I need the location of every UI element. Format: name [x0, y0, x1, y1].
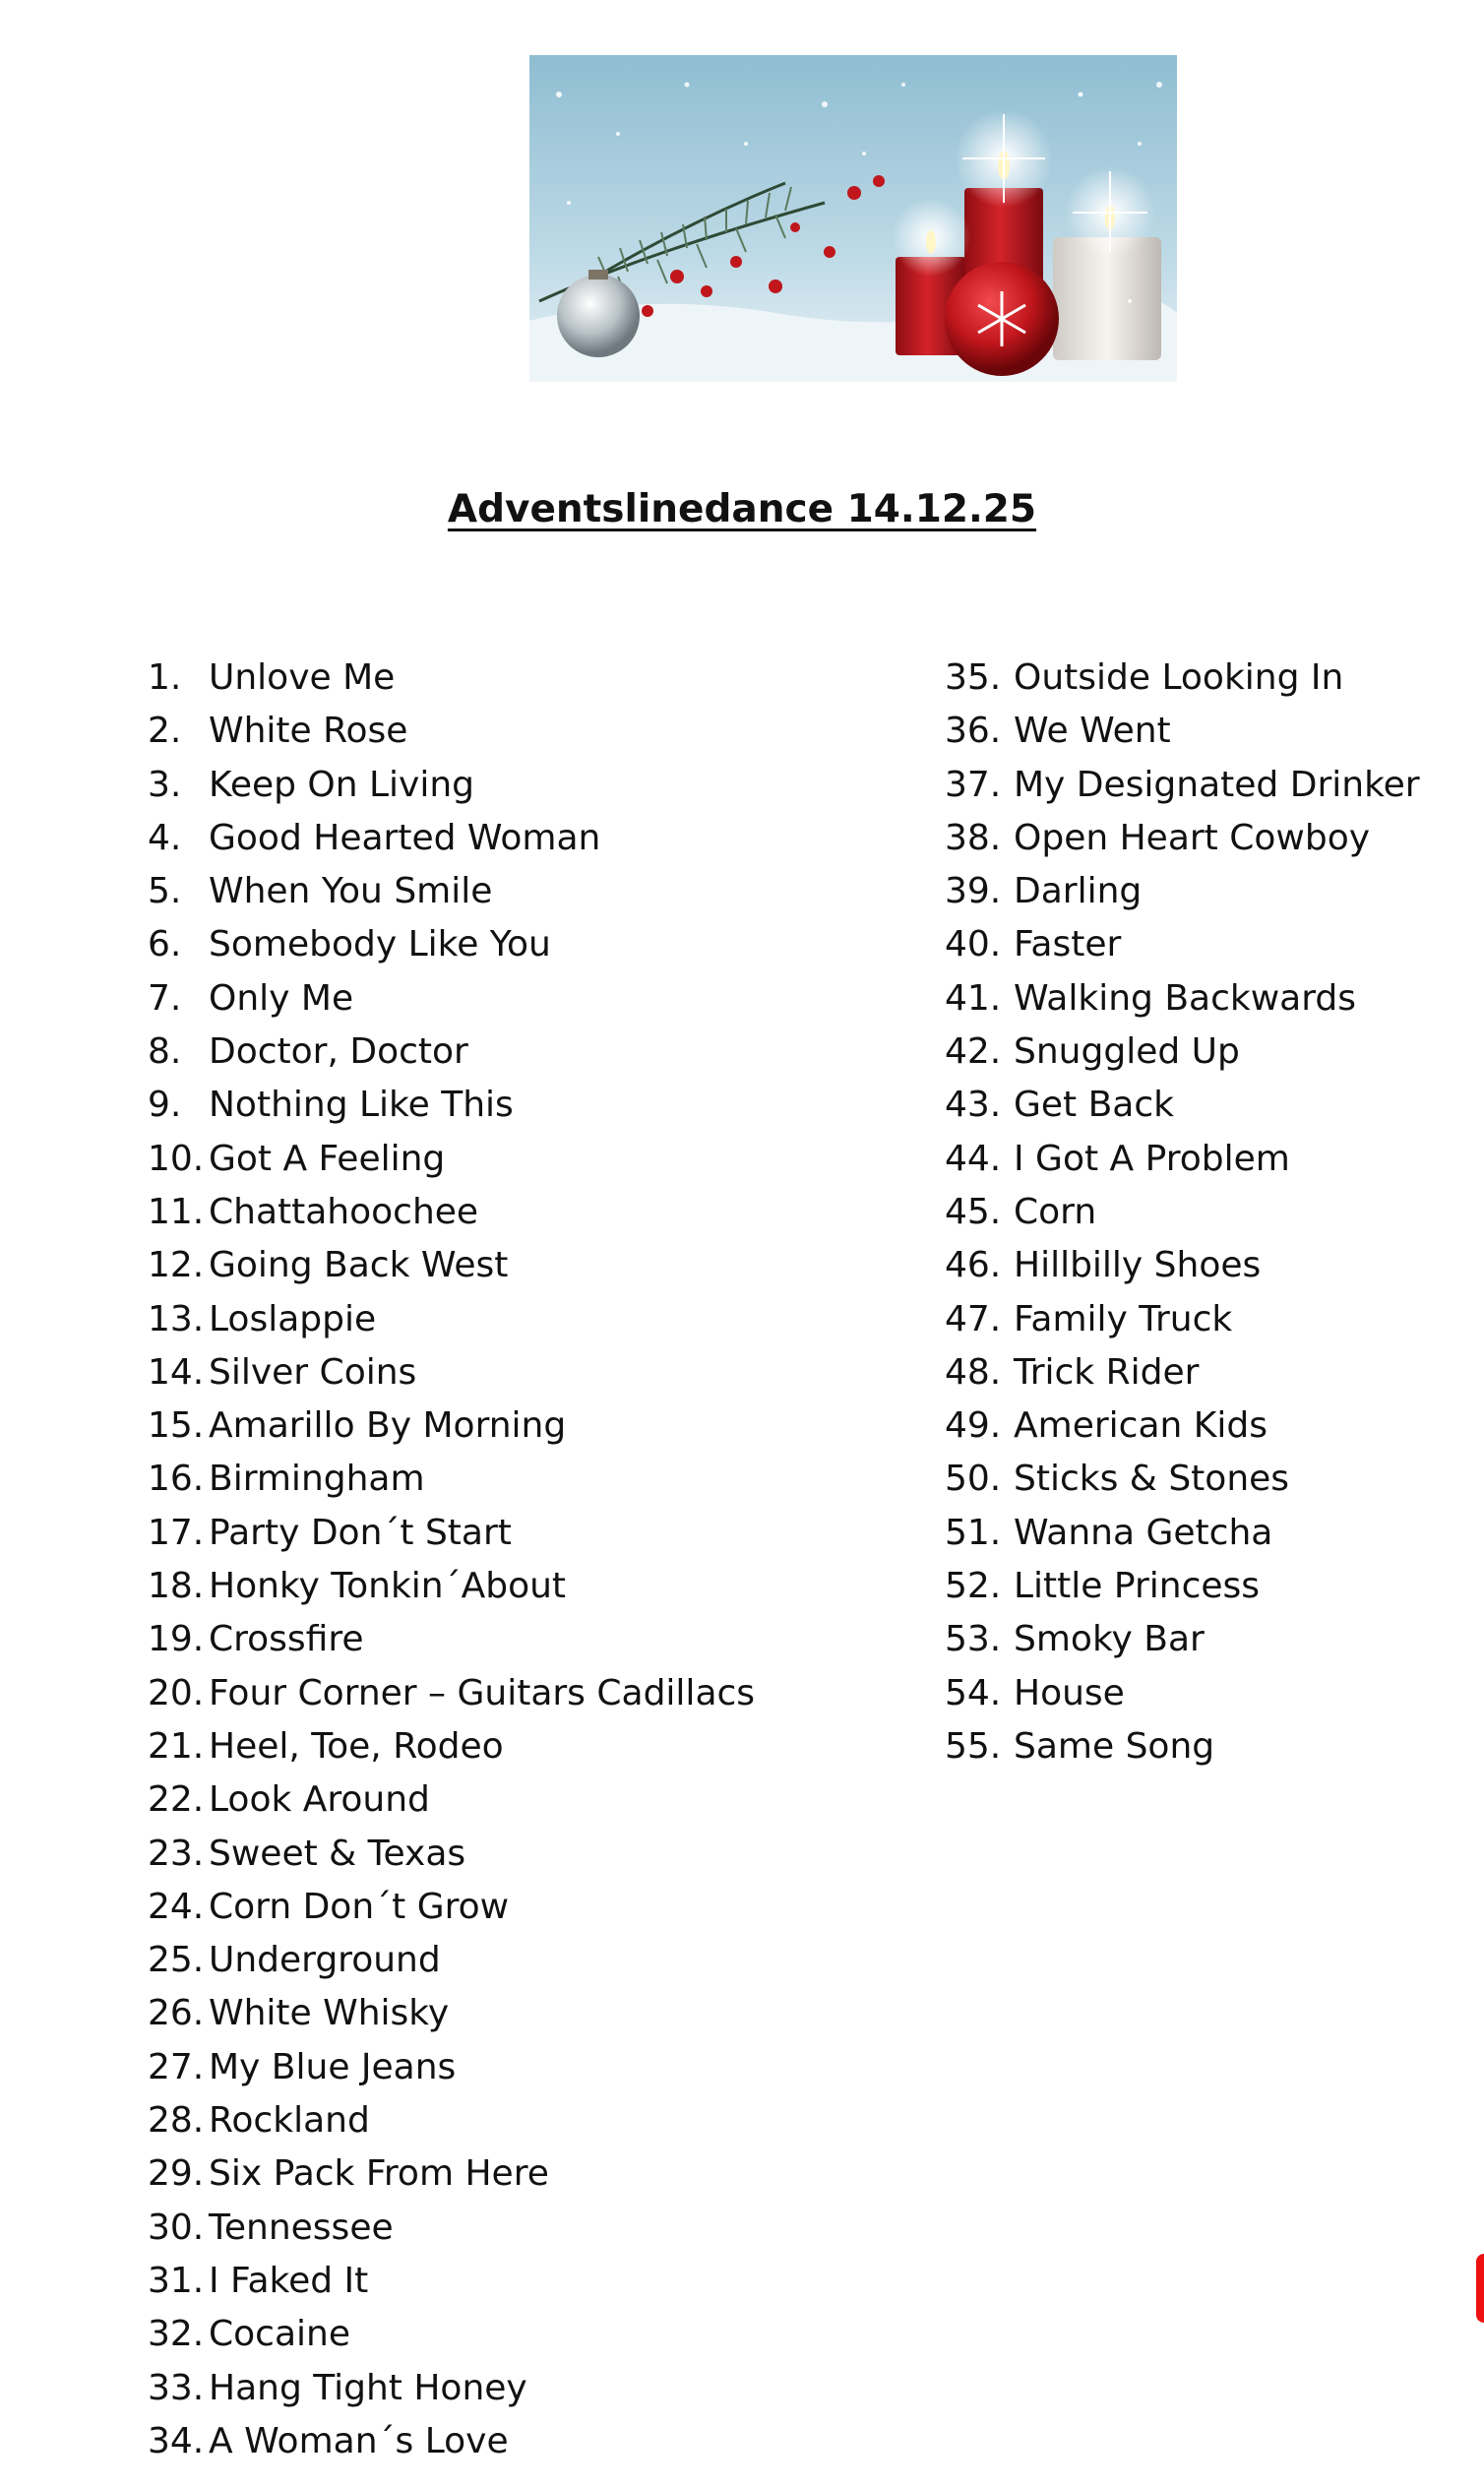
song-number: 54. [945, 1672, 1002, 1713]
song-title: Corn Don´t Grow [209, 1886, 510, 1927]
song-item [945, 1079, 1420, 1132]
song-item [148, 1079, 755, 1132]
song-number: 26. [148, 1993, 205, 2034]
song-title: Wanna Getcha [1014, 1512, 1273, 1553]
song-item [945, 865, 1420, 918]
song-number: 17. [148, 1512, 205, 1553]
song-item [148, 1346, 755, 1400]
song-number: 42. [945, 1031, 1002, 1073]
song-item [148, 1453, 755, 1506]
song-title: White Rose [209, 711, 408, 752]
song-item [945, 1507, 1420, 1560]
song-item [148, 972, 755, 1026]
song-number: 51. [945, 1512, 1002, 1553]
song-item [945, 1346, 1420, 1400]
song-item [945, 705, 1420, 758]
song-item [945, 1453, 1420, 1506]
song-number: 19. [148, 1619, 205, 1660]
song-number: 8. [148, 1031, 182, 1073]
song-item [148, 1026, 755, 1079]
song-title: Only Me [209, 977, 354, 1019]
song-list-left [148, 652, 755, 2468]
song-item [148, 1987, 755, 2040]
song-number: 35. [945, 657, 1002, 698]
song-number: 34. [148, 2420, 205, 2461]
song-title: Hillbilly Shoes [1014, 1245, 1262, 1286]
song-item [945, 1560, 1420, 1613]
song-item [148, 1560, 755, 1613]
song-number: 10. [148, 1138, 205, 1179]
song-title: Sticks & Stones [1014, 1459, 1290, 1500]
song-item [945, 1293, 1420, 1346]
song-number: 30. [148, 2207, 205, 2248]
song-title: Silver Coins [209, 1351, 417, 1393]
song-title: Snuggled Up [1014, 1031, 1240, 1073]
song-title: Doctor, Doctor [209, 1031, 468, 1073]
song-title: Outside Looking In [1014, 657, 1344, 698]
song-number: 1. [148, 657, 182, 698]
song-number: 43. [945, 1085, 1002, 1126]
song-list-right [945, 652, 1420, 1773]
song-item [945, 1667, 1420, 1720]
song-title: Honky Tonkin´About [209, 1566, 567, 1607]
song-title: Good Hearted Woman [209, 817, 601, 858]
song-title: Loslappie [209, 1298, 377, 1339]
song-number: 24. [148, 1886, 205, 1927]
song-item [945, 1026, 1420, 1079]
song-number: 12. [148, 1245, 205, 1286]
song-title: American Kids [1014, 1405, 1268, 1447]
song-item [148, 1773, 755, 1827]
song-item [148, 865, 755, 918]
song-item [148, 1881, 755, 1934]
song-number: 40. [945, 924, 1002, 965]
song-number: 6. [148, 924, 182, 965]
song-item [148, 2255, 755, 2308]
song-title: Family Truck [1014, 1298, 1233, 1339]
song-title: Chattahoochee [209, 1191, 479, 1232]
song-number: 28. [148, 2100, 205, 2142]
song-title: Walking Backwards [1014, 977, 1356, 1019]
song-title: I Got A Problem [1014, 1138, 1290, 1179]
song-title: My Designated Drinker [1014, 764, 1420, 805]
candles-illustration [529, 55, 1177, 382]
song-item [945, 1133, 1420, 1186]
song-title: Darling [1014, 871, 1143, 912]
song-title: Heel, Toe, Rodeo [209, 1725, 504, 1767]
song-title: My Blue Jeans [209, 2046, 457, 2087]
song-item [148, 1133, 755, 1186]
song-number: 29. [148, 2153, 205, 2195]
song-number: 46. [945, 1245, 1002, 1286]
song-number: 55. [945, 1725, 1002, 1767]
song-number: 20. [148, 1672, 205, 1713]
song-item [945, 1186, 1420, 1239]
song-item [945, 1720, 1420, 1773]
song-title: Keep On Living [209, 764, 475, 805]
song-item [148, 652, 755, 705]
song-title: Faster [1014, 924, 1122, 965]
song-item [148, 2415, 755, 2468]
song-title: A Woman´s Love [209, 2420, 509, 2461]
song-item [148, 1507, 755, 1560]
song-number: 13. [148, 1298, 205, 1339]
song-item [148, 2362, 755, 2415]
song-item [945, 1400, 1420, 1453]
song-number: 48. [945, 1351, 1002, 1393]
song-number: 5. [148, 871, 182, 912]
song-number: 45. [945, 1191, 1002, 1232]
song-number: 4. [148, 817, 182, 858]
song-item [148, 812, 755, 865]
song-item [148, 2308, 755, 2361]
song-title: Open Heart Cowboy [1014, 817, 1371, 858]
song-number: 36. [945, 711, 1002, 752]
song-item [148, 1934, 755, 1987]
song-number: 18. [148, 1566, 205, 1607]
song-number: 2. [148, 711, 182, 752]
christmas-candles-image [529, 55, 1177, 382]
song-title: Trick Rider [1014, 1351, 1200, 1393]
song-number: 32. [148, 2314, 205, 2355]
song-title: Nothing Like This [209, 1085, 514, 1126]
song-title: Crossfire [209, 1619, 364, 1660]
song-item [148, 1613, 755, 1666]
song-title: Amarillo By Morning [209, 1405, 567, 1447]
song-title: House [1014, 1672, 1125, 1713]
song-number: 49. [945, 1405, 1002, 1447]
song-title: Smoky Bar [1014, 1619, 1205, 1660]
song-title: Somebody Like You [209, 924, 551, 965]
song-number: 38. [945, 817, 1002, 858]
song-number: 41. [945, 977, 1002, 1019]
song-item [945, 759, 1420, 812]
song-item [945, 1239, 1420, 1292]
song-number: 39. [945, 871, 1002, 912]
song-item [148, 1186, 755, 1239]
song-title: Get Back [1014, 1085, 1175, 1126]
song-item [148, 1828, 755, 1881]
song-number: 50. [945, 1459, 1002, 1500]
song-number: 44. [945, 1138, 1002, 1179]
song-item [148, 1400, 755, 1453]
song-item [148, 1293, 755, 1346]
song-number: 15. [148, 1405, 205, 1447]
song-title: Birmingham [209, 1459, 425, 1500]
song-number: 7. [148, 977, 182, 1019]
song-number: 53. [945, 1619, 1002, 1660]
song-number: 25. [148, 1940, 205, 1981]
song-item [148, 1720, 755, 1773]
song-title: Unlove Me [209, 657, 396, 698]
song-item [148, 759, 755, 812]
song-number: 31. [148, 2260, 205, 2301]
song-title: We Went [1014, 711, 1171, 752]
song-number: 21. [148, 1725, 205, 1767]
song-number: 47. [945, 1298, 1002, 1339]
song-title: White Whisky [209, 1993, 450, 2034]
song-number: 9. [148, 1085, 182, 1126]
song-number: 52. [945, 1566, 1002, 1607]
song-number: 33. [148, 2367, 205, 2408]
song-item [148, 2147, 755, 2201]
song-item [148, 2094, 755, 2147]
song-item [148, 2202, 755, 2255]
page-title: Adventslinedance 14.12.25 [447, 487, 1037, 531]
song-title: Got A Feeling [209, 1138, 446, 1179]
song-title: Going Back West [209, 1245, 509, 1286]
song-number: 37. [945, 764, 1002, 805]
song-item [945, 652, 1420, 705]
song-number: 22. [148, 1779, 205, 1821]
song-title: Look Around [209, 1779, 430, 1821]
song-title: Sweet & Texas [209, 1833, 466, 1874]
song-title: Rockland [209, 2100, 370, 2142]
edge-mark [1476, 2254, 1484, 2323]
song-item [945, 812, 1420, 865]
song-title: Same Song [1014, 1725, 1215, 1767]
song-item [945, 918, 1420, 971]
song-title: Underground [209, 1940, 441, 1981]
song-item [148, 1667, 755, 1720]
song-item [148, 918, 755, 971]
song-number: 11. [148, 1191, 205, 1232]
song-title: Six Pack From Here [209, 2153, 549, 2195]
song-item [945, 972, 1420, 1026]
song-item [148, 1239, 755, 1292]
song-title: When You Smile [209, 871, 493, 912]
song-item [148, 2041, 755, 2094]
song-title: Four Corner – Guitars Cadillacs [209, 1672, 756, 1713]
song-number: 23. [148, 1833, 205, 1874]
song-title: Little Princess [1014, 1566, 1261, 1607]
song-number: 3. [148, 764, 182, 805]
song-number: 27. [148, 2046, 205, 2087]
song-title: Cocaine [209, 2314, 350, 2355]
song-item [148, 705, 755, 758]
song-title: Hang Tight Honey [209, 2367, 527, 2408]
song-number: 16. [148, 1459, 205, 1500]
song-title: Corn [1014, 1191, 1097, 1232]
song-title: Party Don´t Start [209, 1512, 512, 1553]
song-title: I Faked It [209, 2260, 369, 2301]
song-title: Tennessee [209, 2207, 394, 2248]
song-item [945, 1613, 1420, 1666]
song-number: 14. [148, 1351, 205, 1393]
